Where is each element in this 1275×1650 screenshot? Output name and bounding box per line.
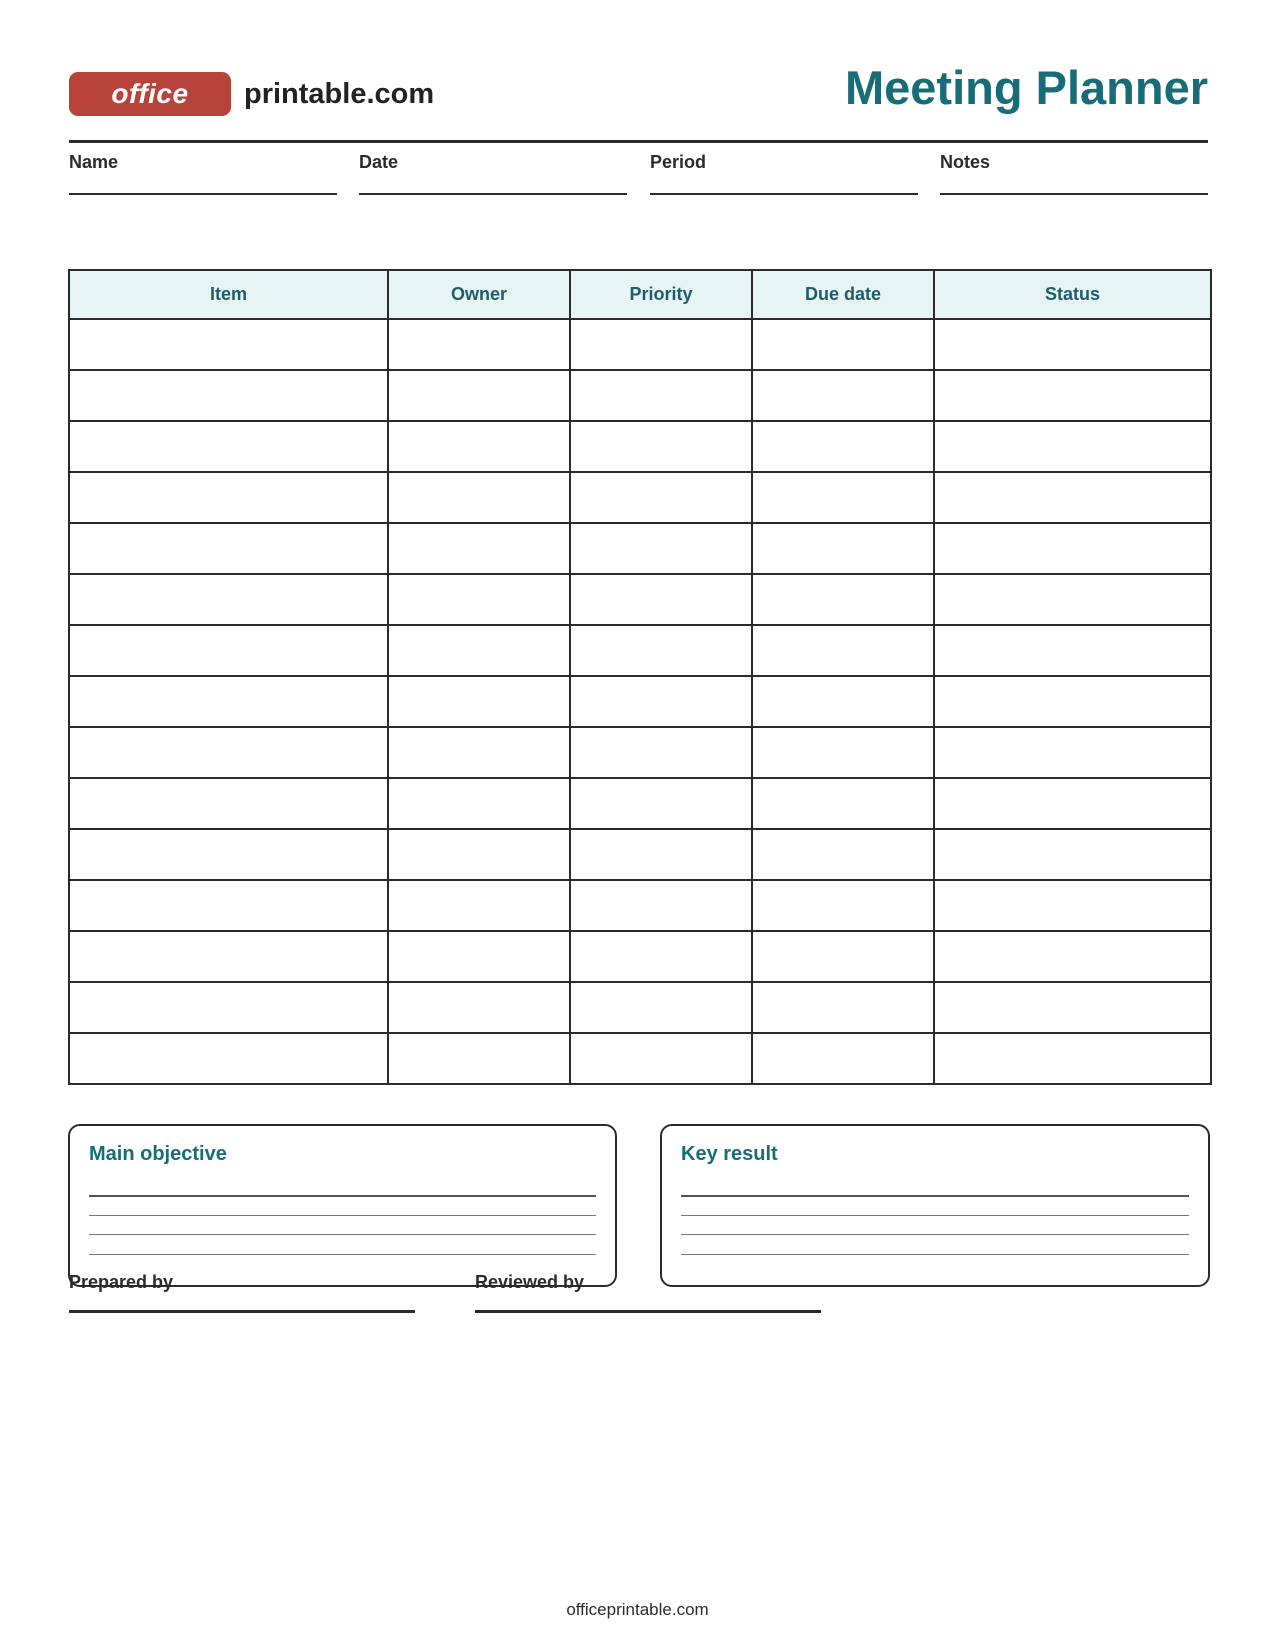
key-result-line-4[interactable]	[681, 1254, 1189, 1255]
logo-domain: printable.com	[244, 77, 435, 110]
table-cell[interactable]	[69, 370, 388, 421]
table-cell[interactable]	[69, 421, 388, 472]
table-cell[interactable]	[570, 472, 752, 523]
table-cell[interactable]	[934, 676, 1211, 727]
table-cell[interactable]	[752, 880, 934, 931]
reviewed-by-label: Reviewed by	[475, 1272, 585, 1292]
footer-url: officeprintable.com	[566, 1600, 709, 1619]
column-header-status: Status	[934, 270, 1211, 319]
table-cell[interactable]	[69, 472, 388, 523]
main-objective-line-4[interactable]	[89, 1254, 596, 1255]
table-cell[interactable]	[752, 370, 934, 421]
notes-label: Notes	[940, 152, 991, 172]
main-objective-line-2[interactable]	[89, 1215, 596, 1216]
table-cell[interactable]	[570, 931, 752, 982]
table-cell[interactable]	[69, 829, 388, 880]
table-cell[interactable]	[570, 676, 752, 727]
name-label: Name	[69, 152, 119, 172]
table-cell[interactable]	[388, 931, 570, 982]
table-cell[interactable]	[388, 676, 570, 727]
period-label: Period	[650, 152, 707, 172]
table-cell[interactable]	[388, 778, 570, 829]
table-cell[interactable]	[934, 574, 1211, 625]
table-cell[interactable]	[934, 880, 1211, 931]
table-cell[interactable]	[69, 676, 388, 727]
table-cell[interactable]	[570, 370, 752, 421]
table-cell[interactable]	[388, 1033, 570, 1084]
table-cell[interactable]	[69, 880, 388, 931]
table-cell[interactable]	[934, 829, 1211, 880]
table-cell[interactable]	[388, 472, 570, 523]
table-cell[interactable]	[934, 727, 1211, 778]
notes-field[interactable]	[940, 152, 1208, 195]
date-field[interactable]	[359, 152, 627, 195]
table-cell[interactable]	[752, 982, 934, 1033]
table-cell[interactable]	[934, 523, 1211, 574]
table-cell[interactable]	[69, 931, 388, 982]
table-row	[69, 829, 1211, 880]
table-row	[69, 319, 1211, 370]
table-row	[69, 574, 1211, 625]
table-cell[interactable]	[69, 727, 388, 778]
table-cell[interactable]	[388, 319, 570, 370]
period-field[interactable]	[650, 152, 918, 195]
table-row	[69, 370, 1211, 421]
table-header-row	[69, 270, 1211, 319]
table-cell[interactable]	[570, 625, 752, 676]
table-row	[69, 472, 1211, 523]
table-cell[interactable]	[388, 370, 570, 421]
key-result-box	[660, 1124, 1210, 1287]
table-cell[interactable]	[388, 421, 570, 472]
main-objective-line-3[interactable]	[89, 1234, 596, 1235]
table-row	[69, 625, 1211, 676]
table-cell[interactable]	[570, 1033, 752, 1084]
table-row	[69, 727, 1211, 778]
table-cell[interactable]	[934, 421, 1211, 472]
table-cell[interactable]	[570, 523, 752, 574]
table-cell[interactable]	[934, 931, 1211, 982]
table-cell[interactable]	[752, 829, 934, 880]
logo-badge: office	[69, 72, 231, 116]
table-cell[interactable]	[69, 523, 388, 574]
column-header-priority: Priority	[570, 270, 752, 319]
table-cell[interactable]	[752, 574, 934, 625]
column-header-owner: Owner	[388, 270, 570, 319]
table-cell[interactable]	[570, 829, 752, 880]
main-objective-title: Main objective	[89, 1143, 227, 1165]
table-cell[interactable]	[752, 472, 934, 523]
key-result-line-2[interactable]	[681, 1215, 1189, 1216]
key-result-line-1[interactable]	[681, 1195, 1189, 1197]
table-cell[interactable]	[934, 370, 1211, 421]
table-cell[interactable]	[69, 574, 388, 625]
table-cell[interactable]	[752, 625, 934, 676]
table-cell[interactable]	[934, 1033, 1211, 1084]
table-cell[interactable]	[752, 778, 934, 829]
table-cell[interactable]	[752, 523, 934, 574]
main-objective-line-1[interactable]	[89, 1195, 596, 1197]
table-cell[interactable]	[934, 625, 1211, 676]
table-cell[interactable]	[570, 982, 752, 1033]
prepared-by-line[interactable]	[69, 1310, 415, 1313]
table-cell[interactable]	[934, 472, 1211, 523]
table-cell[interactable]	[388, 829, 570, 880]
table-cell[interactable]	[69, 982, 388, 1033]
table-row	[69, 676, 1211, 727]
page-title: Meeting Planner	[844, 61, 1208, 114]
table-row	[69, 421, 1211, 472]
main-objective-box	[68, 1124, 617, 1287]
key-result-line-3[interactable]	[681, 1234, 1189, 1235]
table-row	[69, 523, 1211, 574]
header-divider	[69, 140, 1208, 143]
table-body	[69, 319, 1211, 1084]
table-cell[interactable]	[69, 625, 388, 676]
table-cell[interactable]	[69, 319, 388, 370]
column-header-item: Item	[69, 270, 388, 319]
table-row	[69, 982, 1211, 1033]
planner-table	[68, 269, 1212, 1085]
table-row	[69, 1033, 1211, 1084]
table-cell[interactable]	[752, 421, 934, 472]
table-row	[69, 778, 1211, 829]
key-result-title: Key result	[681, 1143, 778, 1165]
prepared-by-label: Prepared by	[69, 1272, 174, 1292]
table-cell[interactable]	[388, 880, 570, 931]
name-field[interactable]	[69, 152, 337, 195]
column-header-due-date: Due date	[752, 270, 934, 319]
table-cell[interactable]	[388, 982, 570, 1033]
table-cell[interactable]	[752, 1033, 934, 1084]
table-cell[interactable]	[934, 319, 1211, 370]
table-cell[interactable]	[570, 421, 752, 472]
logo	[69, 72, 434, 116]
table-cell[interactable]	[570, 319, 752, 370]
table-cell[interactable]	[934, 982, 1211, 1033]
table-cell[interactable]	[570, 880, 752, 931]
table-cell[interactable]	[388, 727, 570, 778]
table-cell[interactable]	[570, 727, 752, 778]
table-cell[interactable]	[752, 676, 934, 727]
table-cell[interactable]	[934, 778, 1211, 829]
table-cell[interactable]	[388, 574, 570, 625]
table-cell[interactable]	[752, 319, 934, 370]
table-cell[interactable]	[570, 778, 752, 829]
table-cell[interactable]	[752, 931, 934, 982]
table-cell[interactable]	[570, 574, 752, 625]
reviewed-by-line[interactable]	[475, 1310, 821, 1313]
table-cell[interactable]	[69, 1033, 388, 1084]
table-cell[interactable]	[69, 778, 388, 829]
table-cell[interactable]	[388, 523, 570, 574]
table-cell[interactable]	[752, 727, 934, 778]
date-label: Date	[359, 152, 399, 172]
table-row	[69, 880, 1211, 931]
table-cell[interactable]	[388, 625, 570, 676]
table-row	[69, 931, 1211, 982]
